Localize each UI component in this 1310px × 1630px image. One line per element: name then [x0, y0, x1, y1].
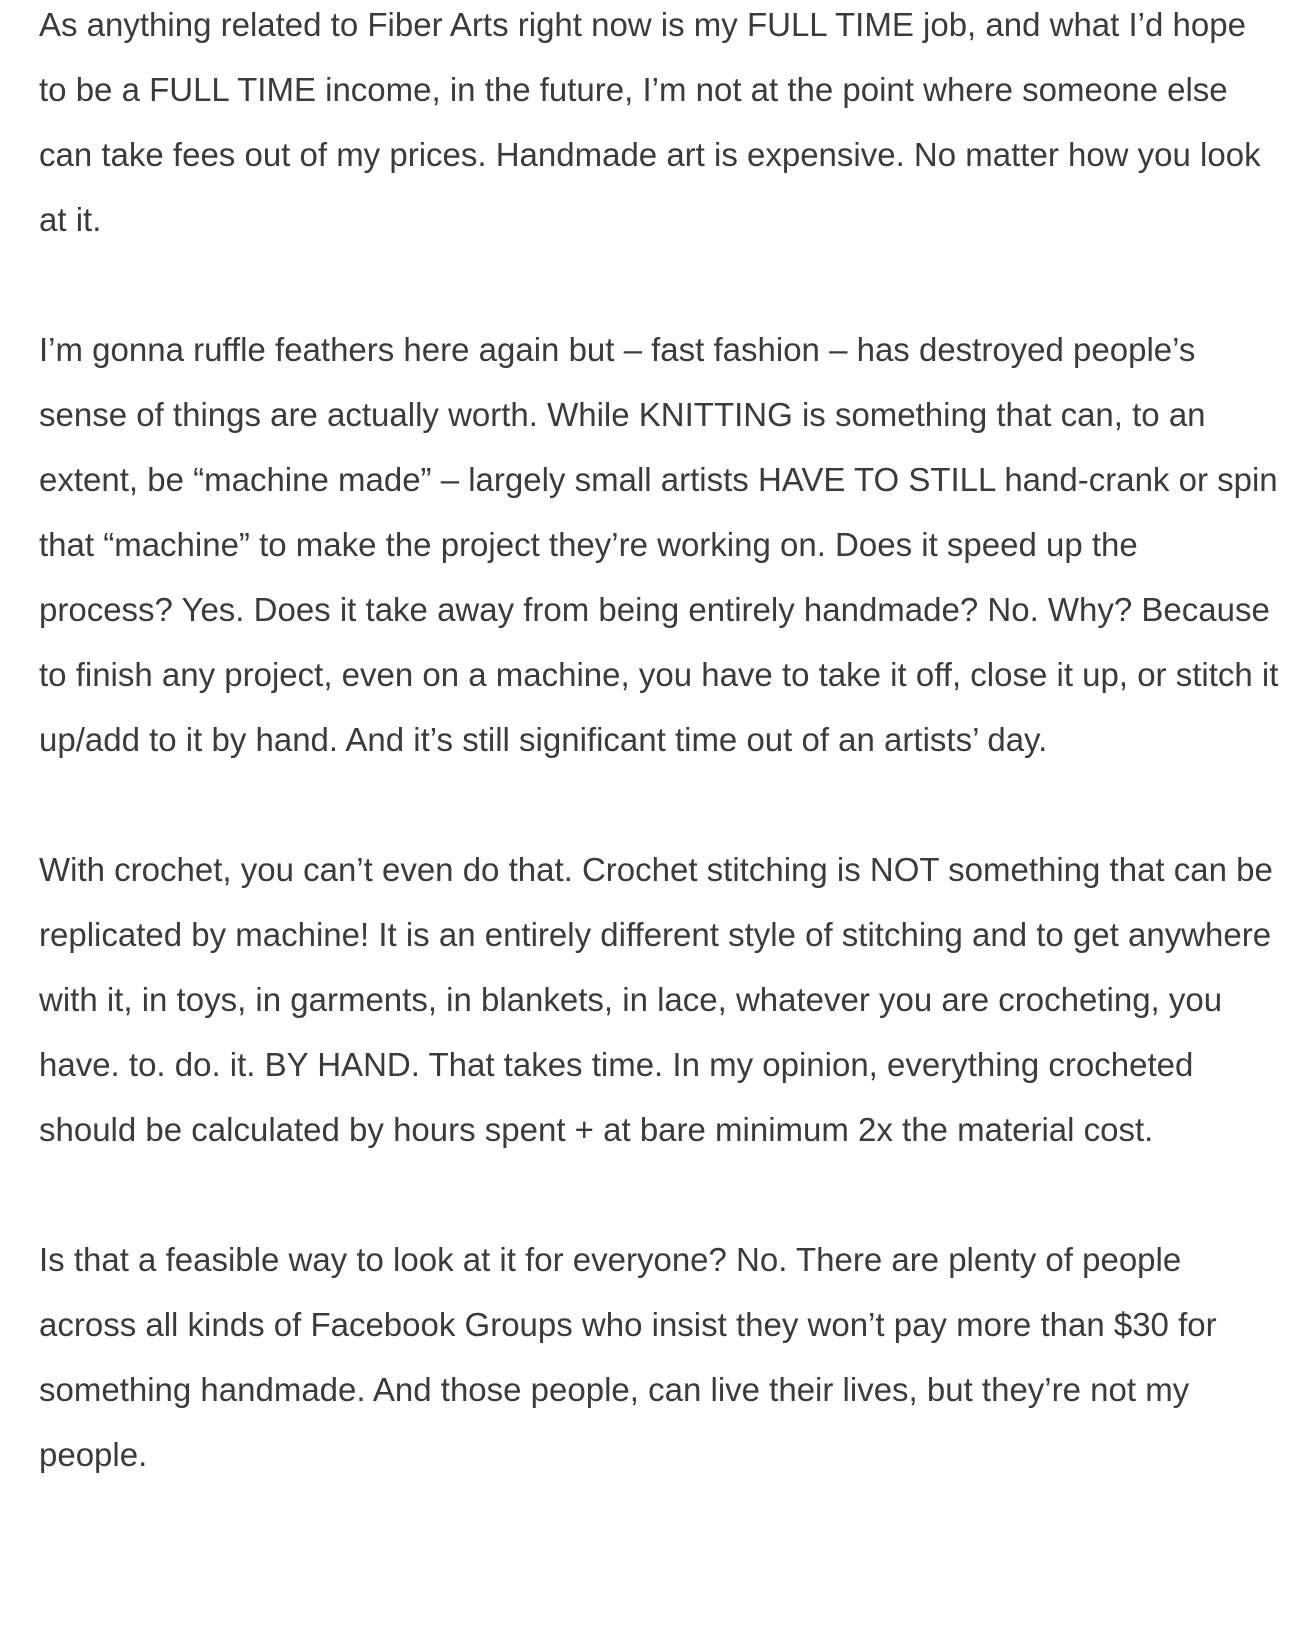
paragraph-fast-fashion: I’m gonna ruffle feathers here again but – fast fashion – has destroyed people’s sense of things are actually worth. While KNITTING is something that can, to an extent, be “machine made” – largely small artists HAVE TO STILL hand-crank or spin that “machine” to make the project they’re working on. Does it speed up the process? Yes. Does it take away from being entirely handmade? No. Why? Because to finish any project, even on a machine, you have to take it off, close it up, or stitch it up/add to it by hand. And it’s still significant time out of an artists’ day. [39, 331, 1279, 758]
paragraph-feasible: Is that a feasible way to look at it for everyone? No. There are plenty of people across all kinds of Facebook Groups who insist they won’t pay more than $30 for something handmade. And those people, can live their lives, but they’re not my people. [39, 1241, 1217, 1473]
paragraph-full-time-job: As anything related to Fiber Arts right now is my FULL TIME job, and what I’d hope to be a FULL TIME income, in the future, I’m not at the point where someone else can take fees out of my prices. Handmade art is expensive. No matter how you look at it. [39, 6, 1261, 238]
paragraph-crochet: With crochet, you can’t even do that. Crochet stitching is NOT something that can be replicated by machine! It is an entirely different style of stitching and to get anywhere with it, in toys, in garments, in blankets, in lace, whatever you are crocheting, you have. to. do. it. BY HAND. That takes time. In my opinion, everything crocheted should be calculated by hours spent + at bare minimum 2x the material cost. [39, 851, 1273, 1148]
